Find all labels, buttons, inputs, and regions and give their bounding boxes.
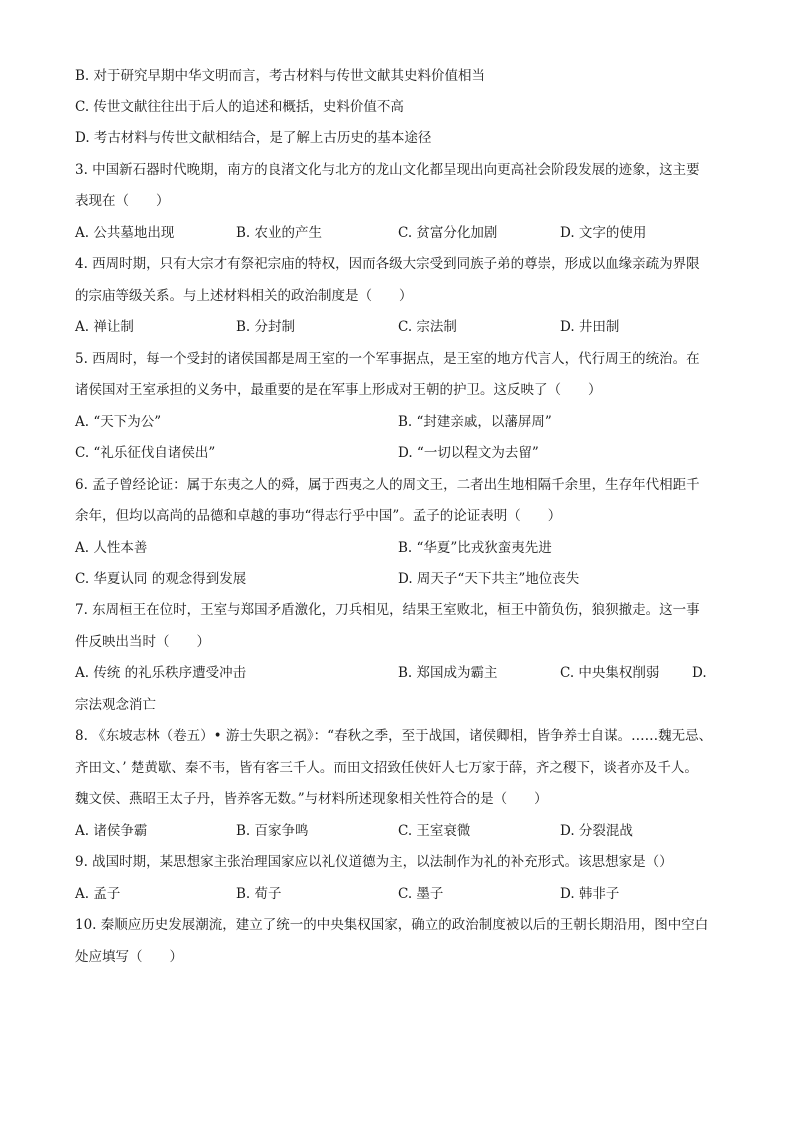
q5-stem-line-1: 5. 西周时，每一个受封的诸侯国都是周王室的一个军事据点，是王室的地方代言人，代行周王的统治。在	[75, 351, 700, 367]
q9-option-b: B. 荀子	[236, 886, 282, 902]
q7-option-d-text: 宗法观念消亡	[75, 697, 156, 713]
q9-stem-line-1: 9. 战国时期，某思想家主张治理国家应以礼仪道德为主，以法制作为礼的补充形式。该思想家是（）	[75, 854, 673, 870]
q5-option-a: A. “天下为公”	[75, 414, 162, 430]
q7-option-d: D.	[692, 665, 707, 681]
q5-option-b: B. “封建亲戚，以藩屏周”	[398, 414, 552, 430]
q6-stem-line-2: 余年，但均以高尚的品德和卓越的事功“得志行乎中国”。孟子的论证表明（ ）	[75, 508, 562, 524]
q4-option-b: B. 分封制	[236, 319, 296, 335]
q6-option-b: B. “华夏”比戎狄蛮夷先进	[398, 540, 552, 556]
q3-stem-line-1: 3. 中国新石器时代晚期，南方的良渚文化与北方的龙山文化都呈现出向更高社会阶段发展的迹象，这主要	[75, 162, 700, 178]
q9-option-a: A. 孟子	[75, 886, 121, 902]
q10-stem-line-1: 10. 秦顺应历史发展潮流，建立了统一的中央集权国家，确立的政治制度被以后的王朝长期沿用，图中空白	[75, 917, 709, 933]
q6-stem-line-1: 6. 孟子曾经论证：属于东夷之人的舜，属于西夷之人的周文王，二者出生地相隔千余里，生存年代相距千	[75, 477, 700, 493]
q4-option-c: C. 宗法制	[398, 319, 457, 335]
q8-option-b: B. 百家争鸣	[236, 823, 309, 839]
q3-option-c: C. 贫富分化加剧	[398, 225, 498, 241]
q2-option-d: D. 考古材料与传世文献相结合，是了解上古历史的基本途径	[75, 130, 432, 146]
q5-stem-line-2: 诸侯国对王室承担的义务中，最重要的是在军事上形成对王朝的护卫。这反映了（ ）	[75, 382, 602, 398]
q7-option-b: B. 郑国成为霸主	[398, 665, 498, 681]
q3-option-d: D. 文字的使用	[560, 225, 647, 241]
q7-option-a: A. 传统 的礼乐秩序遭受冲击	[75, 665, 247, 681]
q4-stem-line-1: 4. 西周时期，只有大宗才有祭祀宗庙的特权，因而各级大宗受到同族子弟的尊崇，形成以血缘亲疏为界限	[75, 256, 700, 272]
q5-option-c: C. “礼乐征伐自诸侯出”	[75, 445, 216, 461]
q7-stem-line-1: 7. 东周桓王在位时，王室与郑国矛盾激化，刀兵相见，结果王室败北，桓王中箭负伤，狼狈撤走。这一事	[75, 602, 700, 618]
q6-option-d: D. 周天子“天下共主”地位丧失	[398, 571, 580, 587]
q5-option-d: D. “一切以程文为去留”	[398, 445, 539, 461]
q7-option-c: C. 中央集权削弱	[560, 665, 660, 681]
q8-stem-line-3: 魏文侯、燕昭王太子丹，皆养客无数。”与材料所述现象相关性符合的是（ ）	[75, 791, 548, 807]
q8-stem-line-1: 8. 《东坡志林（卷五）• 游士失职之祸》：“春秋之季，至于战国，诸侯卿相，皆争养士自谋。……魏无忌、	[75, 728, 713, 744]
q3-stem-line-2: 表现在（ ）	[75, 193, 170, 209]
q3-option-a: A. 公共墓地出现	[75, 225, 175, 241]
q4-option-a: A. 禅让制	[75, 319, 134, 335]
q2-option-c: C. 传世文献往往出于后人的追述和概括，史料价值不高	[75, 99, 404, 115]
q4-stem-line-2: 的宗庙等级关系。与上述材料相关的政治制度是（ ）	[75, 288, 413, 304]
q8-option-c: C. 王室衰微	[398, 823, 471, 839]
q8-option-a: A. 诸侯争霸	[75, 823, 148, 839]
q6-option-c: C. 华夏认同 的观念得到发展	[75, 571, 247, 587]
q3-option-b: B. 农业的产生	[236, 225, 323, 241]
q9-option-d: D. 韩非子	[560, 886, 620, 902]
q8-option-d: D. 分裂混战	[560, 823, 633, 839]
q9-option-c: C. 墨子	[398, 886, 444, 902]
q10-stem-line-2: 处应填写（ ）	[75, 949, 183, 965]
q2-option-b: B. 对于研究早期中华文明而言，考古材料与传世文献其史料价值相当	[75, 68, 486, 84]
q4-option-d: D. 井田制	[560, 319, 620, 335]
q8-stem-line-2: 齐田文、’ 楚黄歇、秦不韦，皆有客三千人。而田文招致任侠奸人七万家于薛，齐之稷下，谈者亦及千人。	[75, 760, 698, 776]
q6-option-a: A. 人性本善	[75, 540, 148, 556]
q7-stem-line-2: 件反映出当时（ ）	[75, 634, 210, 650]
